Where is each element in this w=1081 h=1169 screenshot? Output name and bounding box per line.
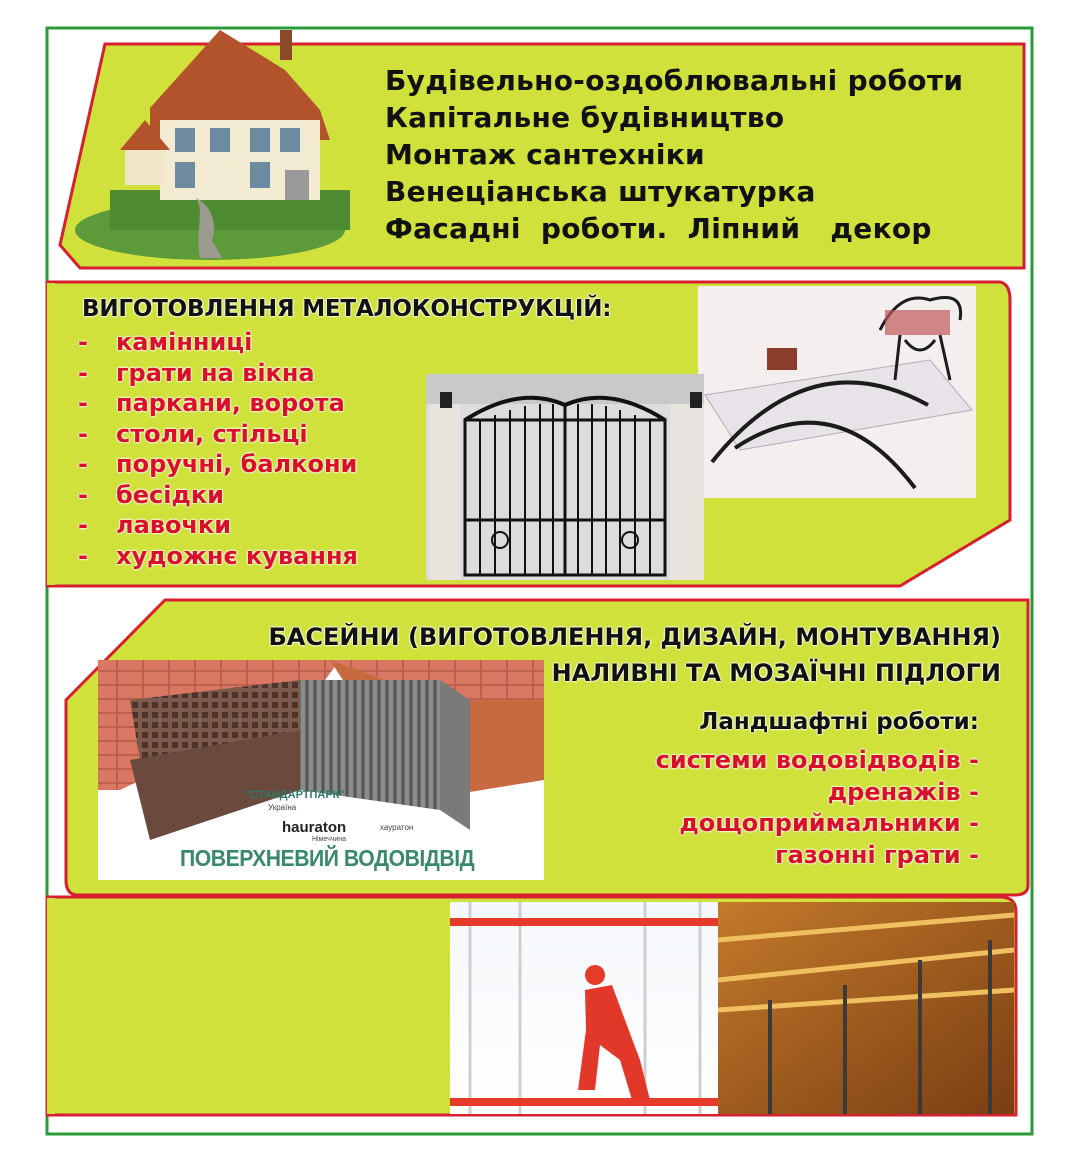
list-item (78, 327, 358, 358)
formwork-photo-icon (718, 902, 1014, 1114)
brand-standartpark-country: Україна (268, 803, 297, 812)
metal-items-list (78, 327, 358, 571)
service-item: Монтаж сантехніки (385, 138, 705, 171)
list-item (78, 419, 358, 450)
brand-standartpark: "СТАНДАРТПАРК" (245, 789, 345, 801)
list-item (78, 358, 358, 389)
list-item-label: бесідки (116, 480, 224, 509)
service-item: Будівельно-оздоблювальні роботи (385, 64, 964, 97)
landscape-items-list (656, 745, 979, 871)
list-item: дренажів - (827, 777, 979, 806)
list-item (78, 449, 358, 480)
list-item (78, 480, 358, 511)
landscape-title: Ландшафтні роботи: (699, 709, 979, 735)
list-item (78, 510, 358, 541)
list-dash: - (78, 450, 88, 478)
brand-hauraton-cyrillic: хауратон (380, 823, 414, 832)
brand-hauraton-country: Німеччина (312, 836, 347, 843)
scaffolding-worker-photo-icon (450, 902, 718, 1114)
list-item: системи водовідводів - (655, 746, 979, 774)
list-item-label: камінниці (116, 328, 253, 356)
service-item: Капітальне будівництво (385, 101, 785, 134)
list-dash: - (78, 419, 88, 448)
list-dash: - (78, 541, 88, 570)
pools-section-title (268, 619, 1001, 691)
list-item-label: поручні, балкони (116, 450, 358, 478)
list-dash: - (78, 328, 88, 356)
list-dash: - (78, 358, 88, 387)
forged-furniture-photo-icon (698, 286, 976, 498)
metal-section-title: ВИГОТОВЛЕННЯ МЕТАЛОКОНСТРУКЦІЙ: (82, 296, 612, 322)
services-list (385, 62, 963, 247)
list-item: дощоприймальники - (679, 809, 979, 837)
list-item-label: художнє кування (116, 541, 358, 570)
list-item-label: паркани, ворота (116, 389, 345, 417)
forged-gate-photo-icon (426, 374, 704, 580)
list-dash: - (78, 511, 88, 539)
brand-hauraton: hauraton (282, 819, 347, 836)
list-item (78, 541, 358, 572)
list-item-label: лавочки (116, 511, 232, 539)
pools-title-line2: НАЛИВНІ ТА МОЗАЇЧНІ ПІДЛОГИ (551, 659, 1001, 687)
list-item: газонні грати - (775, 840, 979, 869)
list-dash: - (78, 480, 88, 509)
service-item: Фасадні роботи. Ліпний декор (385, 212, 932, 245)
drain-caption: ПОВЕРХНЕВИЙ ВОДОВІДВІД (180, 845, 475, 871)
list-item (78, 388, 358, 419)
pools-title-line1: БАСЕЙНИ (ВИГОТОВЛЕННЯ, ДИЗАЙН, МОНТУВАННЯ) (268, 623, 1001, 651)
list-dash: - (78, 389, 88, 417)
list-item-label: грати на вікна (116, 358, 315, 387)
list-item-label: столи, стільці (116, 419, 308, 448)
service-item: Венеціанська штукатурка (385, 175, 816, 208)
